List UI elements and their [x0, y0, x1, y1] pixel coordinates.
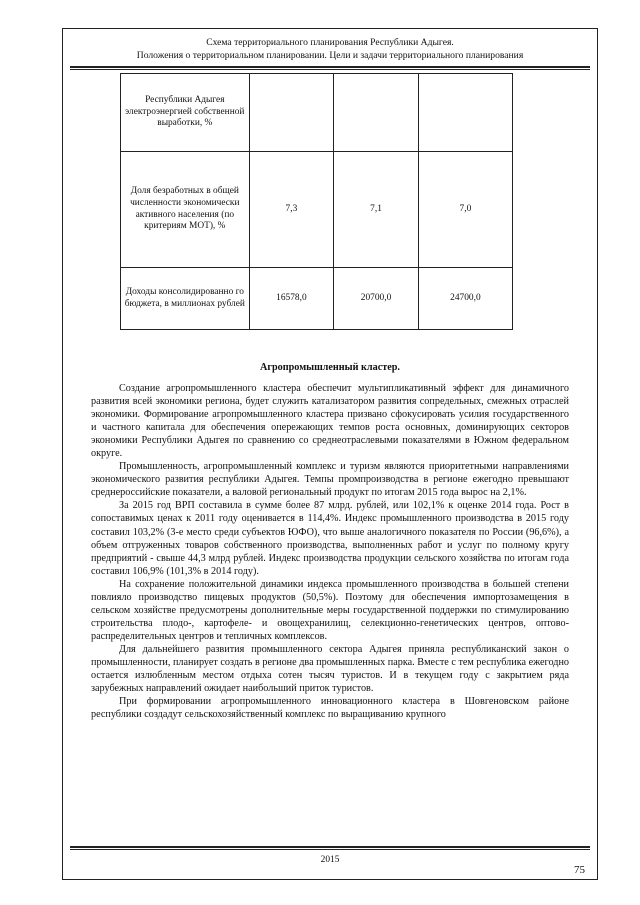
page-number: 75: [574, 864, 585, 876]
table-cell-value: 7,1: [334, 152, 419, 268]
header-divider-thin: [70, 69, 590, 70]
body-text: [91, 382, 569, 721]
footer-divider-thin: [70, 849, 590, 850]
paragraph: При формировании агропромышленного инновационного кластера в Шовгеновском районе республики создадут сельскохозяйственный комплекс по выращиванию крупного: [91, 696, 569, 721]
table-cell-value: 7,0: [418, 152, 512, 268]
paragraph: Создание агропромышленного кластера обеспечит мультипликативный эффект для динамичного развития всей экономики региона, будет служить катализатором развития сопредельных, смежных отраслей экономики. Формирование агропромышленного кластера призвано сфокусировать усилия государственного и частного капитала для обеспечения опережающих темпов роста основных, доминирующих секторов экономики Республики Адыгея по сравнению со среднеотраслевыми показателями в Южном федеральном округе.: [91, 383, 569, 460]
indicators-table: [120, 73, 513, 330]
paragraph: Для дальнейшего развития промышленного сектора Адыгея приняла республиканский закон о промышленности, планирует создать в регионе два промышленных парка. Вместе с тем республика ежегодно остается излюбленным местом отдыха сотен тысяч туристов. И в текущем году с закрытием ряда зарубежных направлений ожидает наибольший приток туристов.: [91, 643, 569, 695]
footer-year: 2015: [320, 855, 340, 865]
table-cell-label: Республики Адыгея электроэнергией собственной выработки, %: [121, 74, 250, 152]
table-cell-value: 24700,0: [418, 268, 512, 330]
paragraph: За 2015 год ВРП составила в сумме более 87 млрд. рублей, или 102,1% к оценке 2014 года. Рост в сопоставимых ценах к 2011 году оценивается в 114,4%. Индекс промышленного производства в 2015 году составил 103,2% (3-е место среди субъектов ЮФО), что выше аналогичного показателя по России (96,6%), а объем отгруженных товаров собственного производства, выполненных работ и услуг по полному кругу предприятий - свыше 44,3 млрд рублей. Индекс производства продукции сельского хозяйства по итогам года составил 106,9% (101,3% в 2014 году).: [91, 500, 569, 577]
table-cell-value: [418, 74, 512, 152]
table-cell-label: Доходы консолидированно го бюджета, в миллионах рублей: [121, 268, 250, 330]
table-row: [121, 268, 513, 330]
paragraph: На сохранение положительной динамики индекса промышленного производства в большей степени повлияло производство пищевых продуктов (50,5%). Поэтому для обеспечения импортозамещения в сельском хозяйстве предусмотрены дополнительные меры государственной поддержки по стимулированию строительства плодо-, картофеле- и овощехранилищ, селекционно-генетических центров, оптово-распределительных центров и тепличных комплексов.: [91, 578, 569, 642]
table-cell-label: Доля безработных в общей численности экономически активного населения (по критериям МОТ), %: [121, 152, 250, 268]
table-cell-value: 7,3: [249, 152, 334, 268]
header-divider: [70, 66, 590, 68]
table-cell-value: 16578,0: [249, 268, 334, 330]
table-row: [121, 152, 513, 268]
header-line-2: Положения о территориальном планировании. Цели и задачи территориального планирования: [136, 50, 524, 61]
header-line-1: Схема территориального планирования Республики Адыгея.: [206, 37, 454, 48]
page-header: [62, 36, 598, 62]
table-cell-value: [334, 74, 419, 152]
section-title: Агропромышленный кластер.: [260, 362, 400, 373]
table-row: [121, 74, 513, 152]
table-cell-value: 20700,0: [334, 268, 419, 330]
footer-divider: [70, 846, 590, 848]
table-cell-value: [249, 74, 334, 152]
paragraph: Промышленность, агропромышленный комплекс и туризм являются приоритетными направлениями экономического развития республики Адыгея. Темпы промпроизводства в регионе ежегодно превышают среднероссийские показатели, а валовой региональный продукт по итогам 2015 года вырос на 2,1%.: [91, 461, 569, 499]
